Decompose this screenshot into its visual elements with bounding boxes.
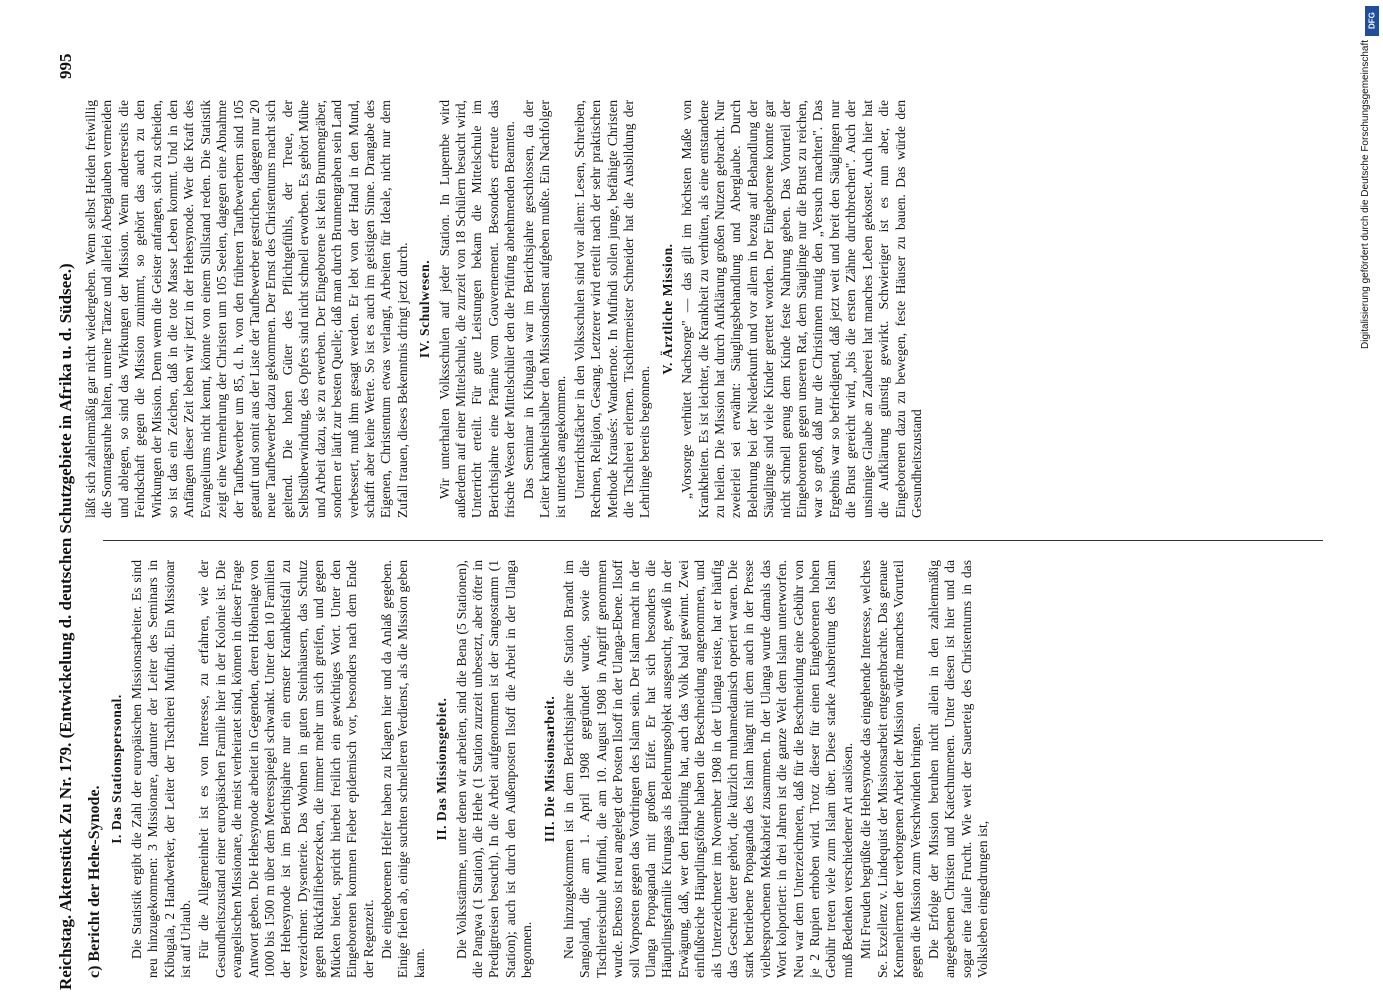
paragraph: Die eingeborenen Helfer haben zu Klagen hier und da Anlaß gegeben. Einige fielen ab, einige suchten schnelleren Verdienst, als die Mission geben kann. (378, 560, 427, 978)
paragraph: Wir unterhalten Volksschulen auf jeder Station. In Lupembe wird außerdem auf einer Mittelschule, die zurzeit von 18 Schülern besucht wird, Unterricht erteilt. Für gute Leistungen bekam die Mittelschule im Berichtsjahre eine Prämie vom Gouvernement. Besonders erfreute das frische Wesen der Mittelschüler den die Prüfung abnehmenden Beamten. (436, 100, 518, 518)
paragraph: Die Statistik ergibt die Zahl der europäischen Missionsarbeiter. Es sind neu hinzugekommen: 3 Missionare, darunter der Leiter des Seminars in Kibugala, 2 Handwerker, der Leiter der Tischlerei Mufindi. Ein Missionar ist auf Urlaub. (128, 560, 194, 978)
dfg-logo: DFG (1365, 6, 1379, 36)
paragraph: Mit Freuden begrüßte die Hehesynode das eingehende Interesse, welches Se. Exzellenz v. Lindequist der Missionsarbeit entgegenbrachte. Das genaue Kennenlernen der verborgenen Arbeit der Mission würde manches Vorurteil gegen die Mission zum Verschwinden bringen. (858, 560, 923, 978)
paragraph: Die Erfolge der Mission beruhen nicht allein in den zahlenmäßig angegebenen Christen und Katechumenen. Unter diesen ist hier und da sogar eine faule Frucht. Wie weit der Sauerteig des Christentums in das Volksleben eingedrungen ist, (925, 560, 991, 978)
paragraph: Für die Allgemeinheit ist es von Interesse, zu erfahren, wie der Gesundheitszustand einer europäischen Familie hier in der Kolonie ist. Die evangelischen Missionare, die meist verheiratet sind, können in dieser Frage Antwort geben. Die Hehesynode arbeitet in Gegenden, deren Höhenlage von 1000 bis 1500 m über dem Meeresspiegel schwankt. Unter den 10 Familien der Hehesynode ist im Berichtsjahre nur ein ernster Krankheitsfall zu verzeichnen: Dysenterie. Das Wohnen in guten Steinhäusern, das Schutz gegen Rückfallfieberzecken, die immer mehr um sich greifen, und gegen Mücken bietet, spricht hierbei freilich ein gewichtiges Wort. Unter den Eingeborenen kommen Fieber epidemisch vor, besonders nach dem Ende der Regenzeit. (196, 560, 376, 978)
running-header (52, 90, 80, 990)
page-number: 995 (56, 53, 75, 79)
running-header-wrapper (52, 90, 80, 990)
paragraph: läßt sich zahlenmäßig gar nicht wiedergeben. Wenn selbst Heiden freiwillig die Sonntagsruhe halten, unreine Tänze und allerlei Aberglauben vermeiden und ablegen, so sind das Wirkungen der Mission. Wenn andererseits die Feindschaft gegen die Mission zunimmt, so gehört das auch zu den Wirkungen der Mission. Denn wenn die Geister anfangen, sich zu scheiden, so ist das ein Zeichen, daß in die tote Masse Leben kommt. Und in den Anfängen dieser Zeit leben wir jetzt in der Hehesynode. Wer die Kraft des Evangeliums nicht kennt, könnte von einem Stillstand reden. Die Statistik zeigt eine Vermehrung der Christen um 105 Seelen, dagegen eine Abnahme der Taufbewerber um 85, d. h. von den früheren Taufbewerbern sind 105 getauft und somit aus der Liste der Taufbewerber gestrichen, dagegen nur 20 neue Taufbewerber dazu gekommen. Der Ernst des Christentums macht sich geltend. Die hohen Güter des Pflichtgefühls, der Treue, der Selbstüberwindung, des Opfers sind nicht schnell erworben. Es gehört Mühe und Arbeit dazu, sie zu erwerben. Der Eingeborene ist kein Brunnengräber, sondern er läuft zur besten Quelle; daß man durch Brunnengraben sein Land verbessert, muß ihm gesagt werden. Er lebt von der Hand in den Mund, schafft aber keine Werte. So ist es auch im geistigen Sinne. Drangabe des Eigenen, Christentum etwas verlangt, Arbeiten für Ideale, nicht nur dem Zufall trauen, dieses Bekenntnis dringt jetzt durch. (83, 100, 410, 518)
header-title: Reichstag. Aktenstück Zu Nr. 179. (Entwickelung d. deutschen Schutzgebiete in Afrika u. d. Südsee.) (56, 263, 75, 990)
paragraph: Das Seminar in Kibugala war im Berichtsjahre geschlossen, da der Leiter krankheitshalber den Missionsdienst aufgeben mußte. Ein Nachfolger ist unterdes angekommen. (520, 100, 569, 518)
column-left (83, 560, 1343, 978)
paragraph: Neu hinzugekommen ist in dem Berichtsjahre die Station Brandt im Sangoland, die am 1. April 1908 gegründet wurde, sowie die Tischlereischule Mufindi, die am 10. August 1908 in Angriff genommen wurde. Ebenso ist neu angelegt der Posten Ilsoff in der Ulanga-Ebene. Ilsoff soll Vorposten gegen das Vordringen des Islam sein. Der Islam macht in der Ulanga Propaganda mit großem Eifer. Er hat sich besonders die Häuptlingsfamilie Kirungas als Belehrungsobjekt ausgesucht, gewiß in der Erwägung, daß, wer den Häuptling hat, auch das Volk bald gewinnt. Zwei einflußreiche Häuptlingsföhne haben die Beschneidung angenommen, und als Unterzeichneter im November 1908 in der Ulanga reiste, hat er häufig das Geschrei derer gehört, die kürzlich muhamedanisch operiert waren. Die stark betriebene Propaganda des Islam hängt mit dem auch in der Presse vielbesprochenen Mekkabrief zusammen. In der Ulanga wurde damals das Wort kolportiert: in drei Jahren ist die ganze Welt dem Islam unterworfen. Neu war dem Unterzeichneten, daß für die Beschneidung eine Gebühr von je 2 Rupien erhoben wird. Trotz dieser für einen Eingeborenen hohen Gebühr treten viele zum Islam über. Diese starke Ausbreitung des Islam muß Bedenken verschiedener Art auslösen. (560, 560, 855, 978)
paragraph: „Vorsorge verhütet Nachsorge" — das gilt im höchsten Maße von Krankheiten. Es ist leichter, die Krankheit zu verhüten, als eine entstandene zu heilen. Die Mission hat durch Aufklärung großen Nutzen gebracht. Nur zweierlei sei erwähnt: Säuglingsbehandlung und Aberglaube. Durch Belehrung bei der Niederkunft und vor allem in bezug auf Behandlung der Säuglinge sind viele Kinder gerettet worden. Der Eingeborene konnte gar nicht schnell genug dem Kinde feste Nahrung geben. Das Vorurteil der Eingeborenen gegen unseren Rat, dem Säuglinge nur die Brust zu reichen, war so groß, daß nur die Christinnen mutig den „Versuch machten". Das Ergebnis war so befriedigend, daß jetzt weit und breit den Säuglingen nur die Brust gereicht wird, „bis die ersten Zähne durchbrechen". Auch der unsinnige Glaube an Zauberei hat manches Leben gekostet. Auch hier hat die Aufklärung günstig gewirkt. Schwieriger ist es nun aber, die Eingeborenen dazu zu bewegen, feste Häuser zu bauen. Das würde den Gesundheitszustand (679, 100, 924, 518)
section-title: c) Bericht der Hehe-Synode. (86, 785, 103, 978)
paragraph: Die Volksstämme, unter denen wir arbeiten, sind die Bena (5 Stationen), die Pangwa (1 Station), die Hehe (1 Station zurzeit unbesetzt, aber öfter in Predigtreisen besucht). In die Arbeit aufgenommen ist der Sangostamm (1 Station); auch ist durch den Außenposten Ilsoff die Arbeit in der Ulanga begonnen. (453, 560, 535, 978)
heading-aerztliche-mission: V. Ärztliche Mission. (659, 243, 675, 375)
heading-stationspersonal: I. Das Stationspersonal. (109, 694, 125, 844)
heading-schulwesen: IV. Schulwesen. (417, 259, 433, 359)
heading-missionsgebiet: II. Das Missionsgebiet. (434, 697, 450, 841)
paragraph: Unterrichtsfächer in den Volksschulen sind vor allem: Lesen, Schreiben, Rechnen, Religion, Gesang. Letzterer wird erteilt nach der sehr praktischen Methode Krausés: Wandernote. In Mufindi sollen junge, befähigte Christen die Tischlerei erlernen. Tischlermeister Schneider hat die Ausbildung der Lehrlinge bereits begonnen. (571, 100, 653, 518)
column-right (83, 100, 1343, 518)
column-divider (103, 540, 1323, 541)
digitization-note: Digitalisierung gefördert durch die Deutsche Forschungsgemeinschaft (1360, 40, 1371, 350)
heading-missionsarbeit: III. Die Missionsarbeit. (541, 695, 557, 843)
